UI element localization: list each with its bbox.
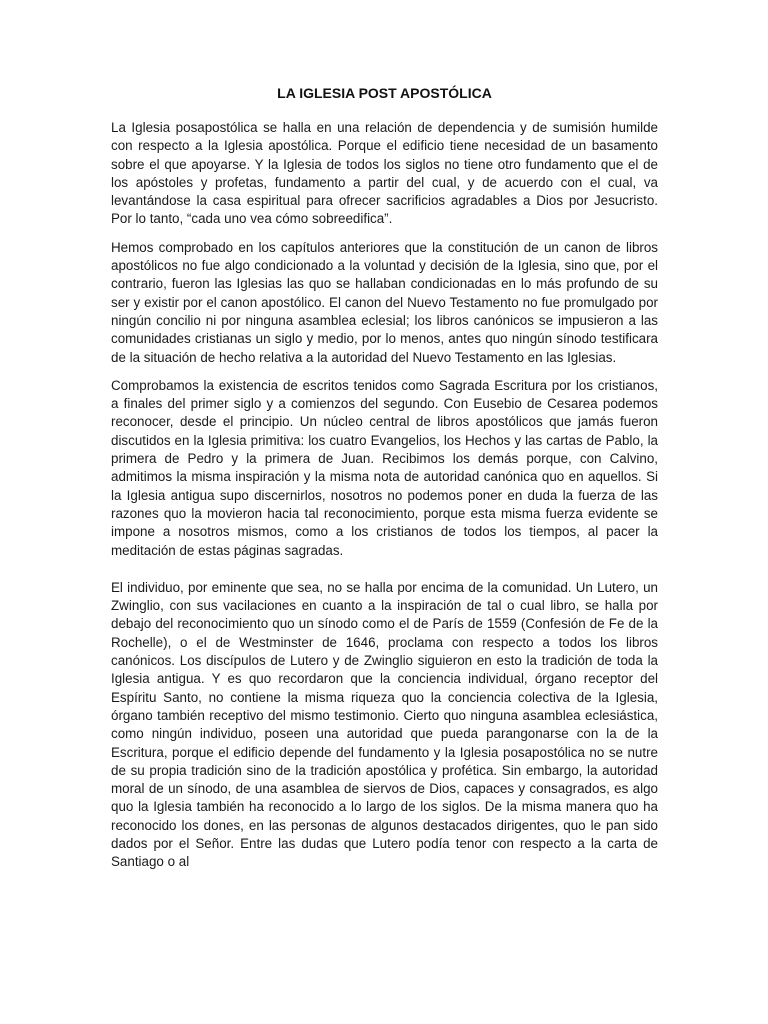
document-title: LA IGLESIA POST APOSTÓLICA [277,85,492,101]
paragraph-4: El individuo, por eminente que sea, no se halla por encima de la comunidad. Un Lutero, un Zwinglio, con sus vacilaciones en cuanto a la inspiración de tal o cual libro, se halla por debajo del reconocimiento quo un sínodo como el de París de 1559 (Confesión de Fe de la Rochelle), o el de Westminster de 1646, proclama con respecto a todos los libros canónicos. Los discípulos de Lutero y de Zwinglio siguieron en esto la tradición de toda la Iglesia antigua. Y es quo recordaron que la conciencia individual, órgano receptor del Espíritu Santo, no contiene la misma riqueza quo la conciencia colectiva de la Iglesia, órgano también receptivo del mismo testimonio. Cierto quo ninguna asamblea eclesiástica, como ningún individuo, poseen una autoridad que pueda parangonarse con la de la Escritura, porque el edificio depende del fundamento y la Iglesia posapostólica no se nutre de su propia tradición sino de la tradición apostólica y profética. Sin embargo, la autoridad moral de un sínodo, de una asamblea de siervos de Dios, capaces y consagrados, es algo quo la Iglesia también ha reconocido a lo largo de los siglos. De la misma manera quo ha reconocido los dones, en las personas de algunos destacados dirigentes, quo le pan sido dados por el Señor. Entre las dudas que Lutero podía tenor con respecto a la carta de Santiago o al [111,579,658,870]
paragraph-3: Comprobamos la existencia de escritos tenidos como Sagrada Escritura por los cristianos, a finales del primer siglo y a comienzos del segundo. Con Eusebio de Cesarea podemos reconocer, desde el principio. Un núcleo central de libros apostólicos que jamás fueron discutidos en la Iglesia primitiva: los cuatro Evangelios, los Hechos y las cartas de Pablo, la primera de Pedro y la primera de Juan. Recibimos los demás porque, con Calvino, admitimos la misma inspiración y la misma nota de autoridad canónica quo en aquellos. Si la Iglesia antigua supo discernirlos, nosotros no podemos poner en duda la fuerza de las razones quo la movieron hacia tal reconocimiento, porque esta misma fuerza evidente se impone a nosotros mismos, como a los cristianos de todos los tiempos, al pacer la meditación de estas páginas sagradas. [111,377,658,558]
paragraph-2: Hemos comprobado en los capítulos anteriores que la constitución de un canon de libros apostólicos no fue algo condicionado a la voluntad y decisión de la Iglesia, sino que, por el contrario, fueron las Iglesias las quo se hallaban condicionadas en lo más profundo de su ser y existir por el canon apostólico. El canon del Nuevo Testamento no fue promulgado por ningún concilio ni por ninguna asamblea eclesial; los libros canónicos se impusieron a las comunidades cristianas un siglo y medio, por lo menos, antes quo ningún sínodo testificara de la situación de hecho relativa a la autoridad del Nuevo Testamento en las Iglesias. [111,239,658,365]
paragraph-1: La Iglesia posapostólica se halla en una relación de dependencia y de sumisión humilde con respecto a la Iglesia apostólica. Porque el edificio tiene necesidad de un basamento sobre el que apoyarse. Y la Iglesia de todos los siglos no tiene otro fundamento que el de los apóstoles y profetas, fundamento a partir del cual, y de acuerdo con el cual, va levantándose la casa espiritual para ofrecer sacrificios agradables a Dios por Jesucristo. Por lo tanto, “cada uno vea cómo sobreedifica”. [111,120,658,227]
document-page [111,84,658,882]
